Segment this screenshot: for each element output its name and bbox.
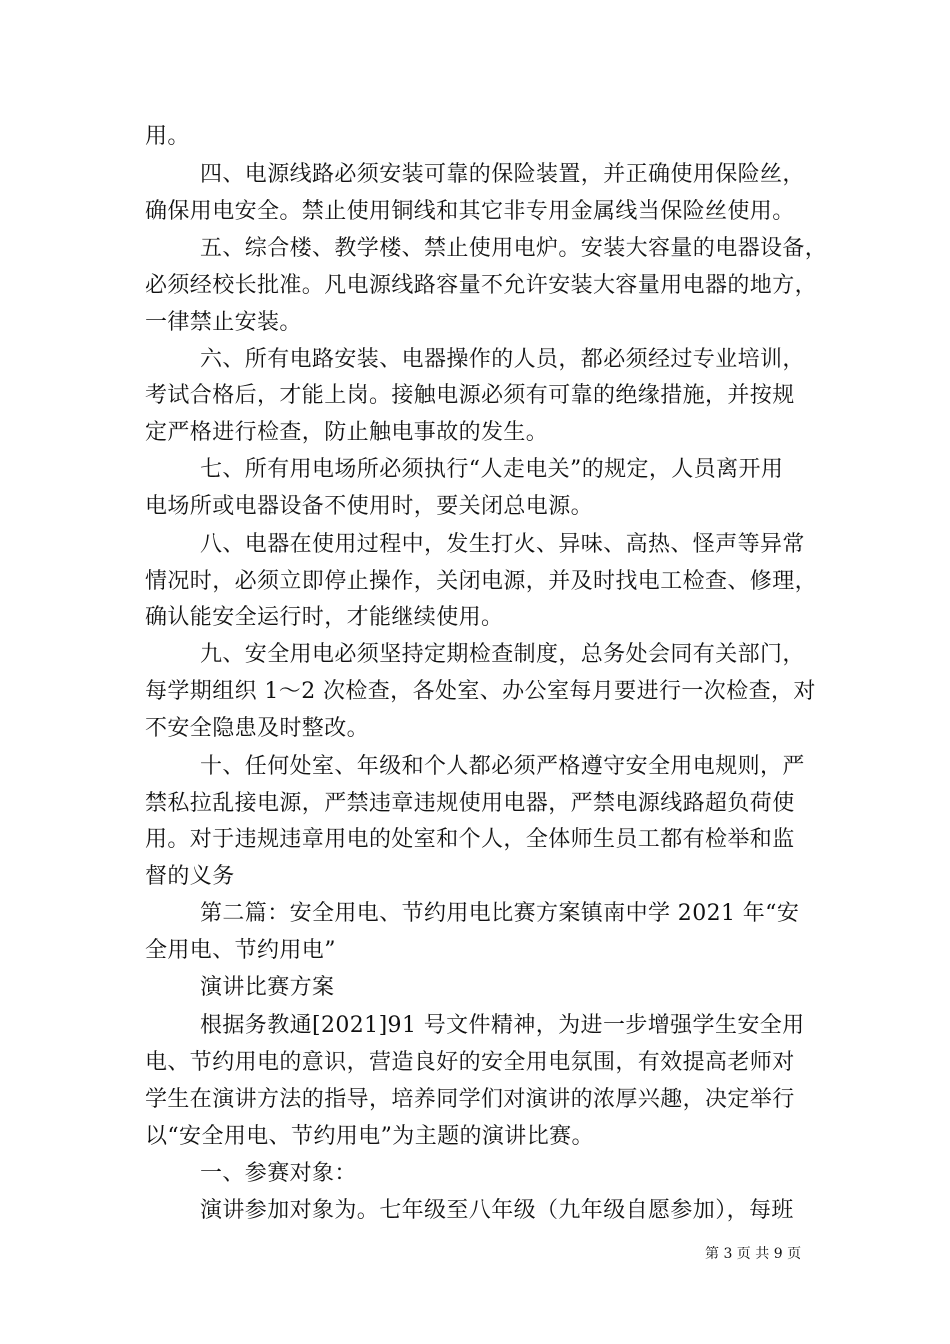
text-line: 确认能安全运行时，才能继续使用。 xyxy=(145,605,504,630)
text-line: 电场所或电器设备不使用时，要关闭总电源。 xyxy=(145,494,594,519)
text-line: 禁私拉乱接电源，严禁违章违规使用电器，严禁电源线路超负荷使 xyxy=(145,791,795,816)
text-line: 一、参赛对象： xyxy=(200,1161,357,1186)
text-line: 情况时，必须立即停止操作，关闭电源，并及时找电工检查、修理， xyxy=(145,569,818,594)
text-line: 每学期组织 1～2 次检查，各处室、办公室每月要进行一次检查，对 xyxy=(145,679,816,704)
text-line: 学生在演讲方法的指导，培养同学们对演讲的浓厚兴趣，决定举行 xyxy=(145,1087,795,1112)
text-line: 电、节约用电的意识，营造良好的安全用电氛围，有效提高老师对 xyxy=(145,1050,795,1075)
text-line: 必须经校长批准。凡电源线路容量不允许安装大容量用电器的地方， xyxy=(145,273,818,298)
text-line: 考试合格后，才能上岗。接触电源必须有可靠的绝缘措施，并按规 xyxy=(145,383,795,408)
text-line: 用。对于违规违章用电的处室和个人，全体师生员工都有检举和监 xyxy=(145,827,795,852)
page-number: 第 3 页 共 9 页 xyxy=(705,1246,802,1262)
text-line: 四、电源线路必须安装可靠的保险装置，并正确使用保险丝， xyxy=(200,162,805,187)
text-line: 不安全隐患及时整改。 xyxy=(145,716,370,741)
text-line: 八、电器在使用过程中，发生打火、异味、高热、怪声等异常 xyxy=(200,532,805,557)
text-line: 九、安全用电必须坚持定期检查制度，总务处会同有关部门， xyxy=(200,642,805,667)
text-line: 用。 xyxy=(145,124,190,149)
text-line: 一律禁止安装。 xyxy=(145,310,302,335)
text-line: 定严格进行检查，防止触电事故的发生。 xyxy=(145,420,549,445)
section-heading: 第二篇：安全用电、节约用电比赛方案镇南中学 2021 年“安 xyxy=(200,901,800,926)
section-heading: 全用电、节约用电” xyxy=(145,938,336,963)
section-heading: 演讲比赛方案 xyxy=(200,975,335,1000)
text-line: 以“安全用电、节约用电”为主题的演讲比赛。 xyxy=(145,1124,594,1149)
text-line: 督的义务 xyxy=(145,864,235,889)
text-line: 七、所有用电场所必须执行“人走电关”的规定，人员离开用 xyxy=(200,457,784,482)
text-line: 十、任何处室、年级和个人都必须严格遵守安全用电规则，严 xyxy=(200,754,805,779)
text-line: 确保用电安全。禁止使用铜线和其它非专用金属线当保险丝使用。 xyxy=(145,199,795,224)
text-line: 五、综合楼、教学楼、禁止使用电炉。安装大容量的电器设备， xyxy=(200,236,828,261)
text-line: 六、所有电路安装、电器操作的人员，都必须经过专业培训， xyxy=(200,347,805,372)
text-line: 演讲参加对象为。七年级至八年级（九年级自愿参加），每班 xyxy=(200,1198,794,1223)
text-line: 根据务教通[2021]91 号文件精神，为进一步增强学生安全用 xyxy=(200,1013,805,1038)
